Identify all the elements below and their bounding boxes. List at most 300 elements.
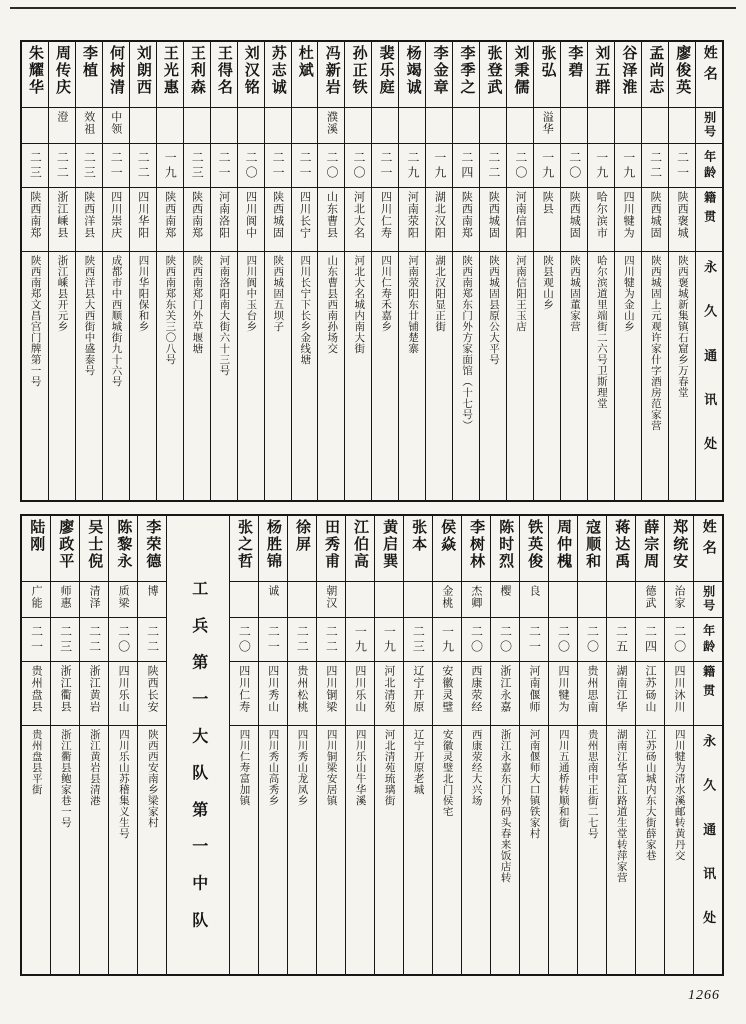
roster-column: [79, 516, 108, 974]
value-address: 四川阆中玉台乡: [245, 255, 257, 332]
value-native: 四川仁寿: [379, 191, 392, 239]
value-age: 二二: [324, 624, 339, 655]
cell-age: [426, 144, 452, 188]
value-address: 陕西西安南乡梁家村: [146, 729, 158, 828]
unit-label: 工兵第一大队第一中队: [189, 580, 207, 948]
value-name: 廖俊英: [674, 45, 691, 96]
roster-column: [316, 516, 345, 974]
cell-age: [22, 618, 50, 662]
cell-age: [507, 144, 533, 188]
roster-column: [506, 42, 533, 500]
cell-name: [238, 42, 264, 108]
roster-column: [22, 42, 48, 500]
cell-address: [549, 726, 577, 974]
value-name: 李荣德: [144, 519, 161, 570]
value-name: 苏志诚: [269, 45, 286, 96]
cell-native: [265, 188, 291, 252]
roster-column: [668, 42, 695, 500]
cell-alias: [51, 582, 79, 618]
roster-column: [425, 42, 452, 500]
value-native: 四川沐川: [673, 665, 686, 713]
cell-native: [404, 662, 432, 726]
cell-age: [317, 618, 345, 662]
roster-column: [641, 42, 668, 500]
cell-native: [636, 662, 664, 726]
cell-native: [130, 188, 156, 252]
value-address: 陕西城固县原公大平号: [488, 255, 500, 365]
value-native: 陕西洋县: [82, 191, 95, 239]
cell-address: [230, 726, 258, 974]
value-address: 四川犍为金山乡: [622, 255, 634, 332]
cell-native: [80, 662, 108, 726]
value-address: 四川五通桥转顺和街: [557, 729, 569, 828]
roster-column: [490, 516, 519, 974]
value-native: 浙江永嘉: [498, 665, 511, 713]
roster-column: [75, 42, 102, 500]
cell-alias: [399, 108, 425, 144]
cell-name: [346, 516, 374, 582]
roster-column: [50, 516, 79, 974]
cell-name: [259, 516, 287, 582]
cell-alias: [636, 582, 664, 618]
cell-native: [375, 662, 403, 726]
value-address: 河南洛阳南大街六十三号: [218, 255, 230, 376]
value-name: 薛宗周: [642, 519, 659, 570]
value-name: 杜斌: [296, 45, 313, 79]
roster-column: [635, 516, 664, 974]
cell-alias: [607, 582, 635, 618]
cell-address: [265, 252, 291, 500]
value-age: 二〇: [352, 150, 367, 181]
value-alias: 广能: [30, 585, 43, 609]
value-alias: 溢华: [541, 111, 554, 135]
cell-address: [372, 252, 398, 500]
cell-name: [549, 516, 577, 582]
value-name: 刘朗西: [134, 45, 151, 96]
value-address: 四川乐山苏稽集义生号: [117, 729, 129, 839]
cell-age: [138, 618, 166, 662]
value-native: 西康荥经: [469, 665, 482, 713]
value-address: 陕西城固五坝子: [272, 255, 284, 332]
cell-native: [453, 188, 479, 252]
cell-address: [130, 252, 156, 500]
page-top-rule: [10, 7, 736, 9]
value-native: 陕西城固: [568, 191, 581, 239]
roster-column: [183, 42, 210, 500]
cell-native: [49, 188, 75, 252]
value-age: 二五: [614, 624, 629, 655]
value-alias: 良: [527, 585, 540, 597]
cell-age: [669, 144, 695, 188]
header-cell-age: [694, 618, 722, 662]
value-age: 二〇: [513, 150, 528, 181]
page-number: 1266: [688, 988, 720, 1003]
cell-address: [578, 726, 606, 974]
value-address: 陕县观山乡: [541, 255, 553, 310]
cell-address: [453, 252, 479, 500]
cell-alias: [372, 108, 398, 144]
value-address: 陕西南郑文昌宫门牌第一号: [29, 255, 41, 387]
value-address: 辽宁开原老城: [412, 729, 424, 795]
cell-alias: [157, 108, 183, 144]
value-address: 四川铜梁安居镇: [325, 729, 337, 806]
roster-column: [137, 516, 166, 974]
value-address: 河北清苑琉璃街: [383, 729, 395, 806]
cell-name: [642, 42, 668, 108]
header-cell-age: [696, 144, 722, 188]
cell-name: [288, 516, 316, 582]
header-column: [695, 42, 722, 500]
roster-column: [291, 42, 318, 500]
value-native: 四川乐山: [117, 665, 130, 713]
value-name: 李季之: [458, 45, 475, 96]
cell-native: [561, 188, 587, 252]
value-age: 二三: [411, 624, 426, 655]
cell-name: [480, 42, 506, 108]
value-native: 贵州思南: [585, 665, 598, 713]
value-native: 陕西城固: [271, 191, 284, 239]
value-age: 二〇: [325, 150, 340, 181]
roster-column: [461, 516, 490, 974]
header-label-age: 年龄: [702, 149, 717, 182]
value-native: 陕西长安: [146, 665, 159, 713]
cell-name: [453, 42, 479, 108]
cell-alias: [138, 582, 166, 618]
value-alias: 质梁: [117, 585, 130, 609]
roster-column: [22, 516, 50, 974]
cell-alias: [561, 108, 587, 144]
cell-address: [211, 252, 237, 500]
value-native: 四川犍为: [556, 665, 569, 713]
cell-alias: [80, 582, 108, 618]
value-native: 四川秀山: [266, 665, 279, 713]
value-native: 哈尔滨市: [595, 191, 608, 239]
cell-name: [404, 516, 432, 582]
cell-alias: [491, 582, 519, 618]
value-address: 浙江嵊县开元乡: [56, 255, 68, 332]
cell-address: [480, 252, 506, 500]
cell-age: [453, 144, 479, 188]
value-age: 一九: [621, 150, 636, 181]
value-address: 江苏砀山城内东大街薛家巷: [644, 729, 656, 861]
value-name: 郑统安: [671, 519, 688, 570]
cell-age: [80, 618, 108, 662]
roster-column: [577, 516, 606, 974]
value-age: 二〇: [556, 624, 571, 655]
cell-address: [426, 252, 452, 500]
value-age: 二二: [87, 624, 102, 655]
cell-native: [345, 188, 371, 252]
cell-name: [49, 42, 75, 108]
cell-alias: [49, 108, 75, 144]
value-native: 陕西南郑: [28, 191, 41, 239]
value-name: 李金章: [431, 45, 448, 96]
cell-name: [669, 42, 695, 108]
value-address: 浙江永嘉东门外码头春来饭店转: [499, 729, 511, 883]
value-age: 二九: [405, 150, 420, 181]
cell-native: [433, 662, 461, 726]
cell-native: [346, 662, 374, 726]
roster-column: [587, 42, 614, 500]
header-cell-address: [694, 726, 722, 974]
cell-name: [80, 516, 108, 582]
cell-native: [292, 188, 318, 252]
header-cell-name: [696, 42, 722, 108]
cell-alias: [642, 108, 668, 144]
value-alias: 诚: [266, 585, 279, 597]
cell-address: [491, 726, 519, 974]
cell-native: [578, 662, 606, 726]
value-native: 安徽灵璧: [440, 665, 453, 713]
value-age: 二〇: [585, 624, 600, 655]
value-address: 成都市中西顺城街九十六号: [110, 255, 122, 387]
cell-address: [76, 252, 102, 500]
value-age: 二〇: [237, 624, 252, 655]
cell-native: [615, 188, 641, 252]
roster-column: [48, 42, 75, 500]
value-address: 四川犍为清水溪邮转黄丹交: [673, 729, 685, 861]
value-native: 山东曹县: [325, 191, 338, 239]
cell-name: [230, 516, 258, 582]
value-address: 陕西南郑东门外方家面馆（十七号）: [461, 255, 473, 431]
value-name: 蒋达禹: [613, 519, 630, 570]
cell-alias: [534, 108, 560, 144]
roster-column: [258, 516, 287, 974]
cell-age: [184, 144, 210, 188]
value-name: 刘秉儒: [512, 45, 529, 96]
roster-column: [479, 42, 506, 500]
cell-age: [103, 144, 129, 188]
cell-alias: [238, 108, 264, 144]
cell-address: [669, 252, 695, 500]
value-age: 二二: [486, 150, 501, 181]
value-name: 吴士倪: [86, 519, 103, 570]
value-name: 孟尚志: [647, 45, 664, 96]
value-native: 陕西城固: [649, 191, 662, 239]
value-address: 安徽灵璧北门侯宅: [441, 729, 453, 817]
cell-alias: [288, 582, 316, 618]
cell-native: [462, 662, 490, 726]
value-native: 四川华阳: [136, 191, 149, 239]
cell-native: [109, 662, 137, 726]
cell-native: [317, 662, 345, 726]
value-name: 侯焱: [439, 519, 456, 553]
value-name: 陆刚: [28, 519, 45, 553]
value-age: 二一: [675, 150, 690, 181]
cell-native: [318, 188, 344, 252]
cell-native: [491, 662, 519, 726]
value-alias: 朝汉: [324, 585, 337, 609]
roster-column: [614, 42, 641, 500]
value-age: 二二: [295, 624, 310, 655]
value-native: 河北大名: [352, 191, 365, 239]
cell-native: [238, 188, 264, 252]
header-label-name: 姓名: [701, 45, 717, 87]
cell-name: [265, 42, 291, 108]
cell-name: [561, 42, 587, 108]
roster-column: [432, 516, 461, 974]
value-address: 河南偃师大口镇铁家村: [528, 729, 540, 839]
cell-native: [665, 662, 693, 726]
header-label-alias: 别号: [701, 585, 716, 613]
cell-name: [462, 516, 490, 582]
value-age: 二一: [527, 624, 542, 655]
cell-alias: [259, 582, 287, 618]
cell-native: [399, 188, 425, 252]
cell-age: [642, 144, 668, 188]
cell-address: [346, 726, 374, 974]
value-name: 黄启巽: [381, 519, 398, 570]
cell-address: [103, 252, 129, 500]
value-address: 湖北汉阳显正街: [434, 255, 446, 332]
value-address: 四川长宁下长乡金线塘: [299, 255, 311, 365]
value-name: 王得名: [215, 45, 232, 96]
cell-name: [665, 516, 693, 582]
value-native: 湖南江华: [614, 665, 627, 713]
value-address: 四川秀山高秀乡: [267, 729, 279, 806]
value-alias: 樱: [498, 585, 511, 597]
header-cell-name: [694, 516, 722, 582]
cell-name: [318, 42, 344, 108]
value-name: 张登武: [485, 45, 502, 96]
cell-native: [22, 188, 48, 252]
cell-native: [507, 188, 533, 252]
value-name: 张之哲: [235, 519, 252, 570]
roster-column: [548, 516, 577, 974]
cell-address: [534, 252, 560, 500]
value-native: 四川犍为: [622, 191, 635, 239]
cell-alias: [453, 108, 479, 144]
cell-alias: [462, 582, 490, 618]
header-label-alias: 别号: [702, 111, 717, 139]
cell-age: [491, 618, 519, 662]
value-age: 二三: [58, 624, 73, 655]
value-name: 李植: [80, 45, 97, 79]
value-address: 四川华阳保和乡: [137, 255, 149, 332]
value-address: 哈尔滨道里端街二六号卫斯理堂: [595, 255, 607, 409]
value-name: 谷泽淮: [620, 45, 637, 96]
cell-age: [520, 618, 548, 662]
value-alias: 效祖: [82, 111, 95, 135]
roster-column: [452, 42, 479, 500]
value-age: 二〇: [672, 624, 687, 655]
cell-name: [22, 42, 48, 108]
value-name: 裴乐庭: [377, 45, 394, 96]
cell-native: [480, 188, 506, 252]
value-native: 四川铜梁: [324, 665, 337, 713]
cell-native: [184, 188, 210, 252]
cell-address: [22, 252, 48, 500]
value-name: 徐屏: [294, 519, 311, 553]
value-native: 陕西城固: [487, 191, 500, 239]
value-native: 四川长宁: [298, 191, 311, 239]
cell-age: [561, 144, 587, 188]
cell-alias: [22, 582, 50, 618]
cell-age: [49, 144, 75, 188]
cell-name: [433, 516, 461, 582]
cell-address: [399, 252, 425, 500]
cell-name: [426, 42, 452, 108]
cell-alias: [665, 582, 693, 618]
cell-alias: [588, 108, 614, 144]
cell-age: [288, 618, 316, 662]
header-cell-native: [694, 662, 722, 726]
value-age: 一九: [163, 150, 178, 181]
value-native: 湖北汉阳: [433, 191, 446, 239]
value-address: 四川仁寿富加镇: [238, 729, 250, 806]
value-native: 河南荥阳: [406, 191, 419, 239]
cell-age: [230, 618, 258, 662]
value-native: 陕西南郑: [460, 191, 473, 239]
cell-age: [404, 618, 432, 662]
value-native: 陕县: [541, 191, 554, 215]
value-name: 李碧: [566, 45, 583, 79]
cell-alias: [130, 108, 156, 144]
header-cell-address: [696, 252, 722, 500]
cell-address: [49, 252, 75, 500]
value-age: 二二: [55, 150, 70, 181]
cell-age: [534, 144, 560, 188]
value-address: 陕西城固上元观许家什字酒房范家营: [649, 255, 661, 431]
value-age: 一九: [440, 624, 455, 655]
roster-column: [371, 42, 398, 500]
cell-age: [211, 144, 237, 188]
value-name: 朱耀华: [27, 45, 44, 96]
cell-name: [211, 42, 237, 108]
cell-alias: [109, 582, 137, 618]
value-address: 河南荥阳东廿铺楚寨: [407, 255, 419, 354]
value-age: 二三: [82, 150, 97, 181]
cell-address: [157, 252, 183, 500]
cell-address: [588, 252, 614, 500]
value-age: 二一: [298, 150, 313, 181]
cell-native: [588, 188, 614, 252]
value-age: 二一: [266, 624, 281, 655]
cell-name: [22, 516, 50, 582]
value-native: 陕西南郑: [163, 191, 176, 239]
value-name: 铁英俊: [526, 519, 543, 570]
cell-alias: [426, 108, 452, 144]
value-age: 二四: [459, 150, 474, 181]
cell-name: [103, 42, 129, 108]
value-alias: 金桃: [440, 585, 453, 609]
value-age: 一九: [594, 150, 609, 181]
cell-address: [138, 726, 166, 974]
value-address: 河北大名城内南大街: [353, 255, 365, 354]
value-native: 浙江黄岩: [88, 665, 101, 713]
cell-address: [318, 252, 344, 500]
roster-column: [102, 42, 129, 500]
value-name: 陈时烈: [497, 519, 514, 570]
value-native: 四川崇庆: [109, 191, 122, 239]
value-alias: 澄: [55, 111, 68, 123]
cell-alias: [669, 108, 695, 144]
cell-alias: [318, 108, 344, 144]
value-name: 杨竭诚: [404, 45, 421, 96]
cell-age: [51, 618, 79, 662]
cell-alias: [317, 582, 345, 618]
cell-address: [520, 726, 548, 974]
cell-age: [259, 618, 287, 662]
roster-column: [237, 42, 264, 500]
cell-address: [238, 252, 264, 500]
value-address: 陕西城固董家营: [568, 255, 580, 332]
value-address: 陕西南郑东关三〇八号: [164, 255, 176, 365]
cell-alias: [211, 108, 237, 144]
cell-age: [462, 618, 490, 662]
value-age: 二一: [378, 150, 393, 181]
value-address: 贵州盘县平街: [30, 729, 42, 795]
